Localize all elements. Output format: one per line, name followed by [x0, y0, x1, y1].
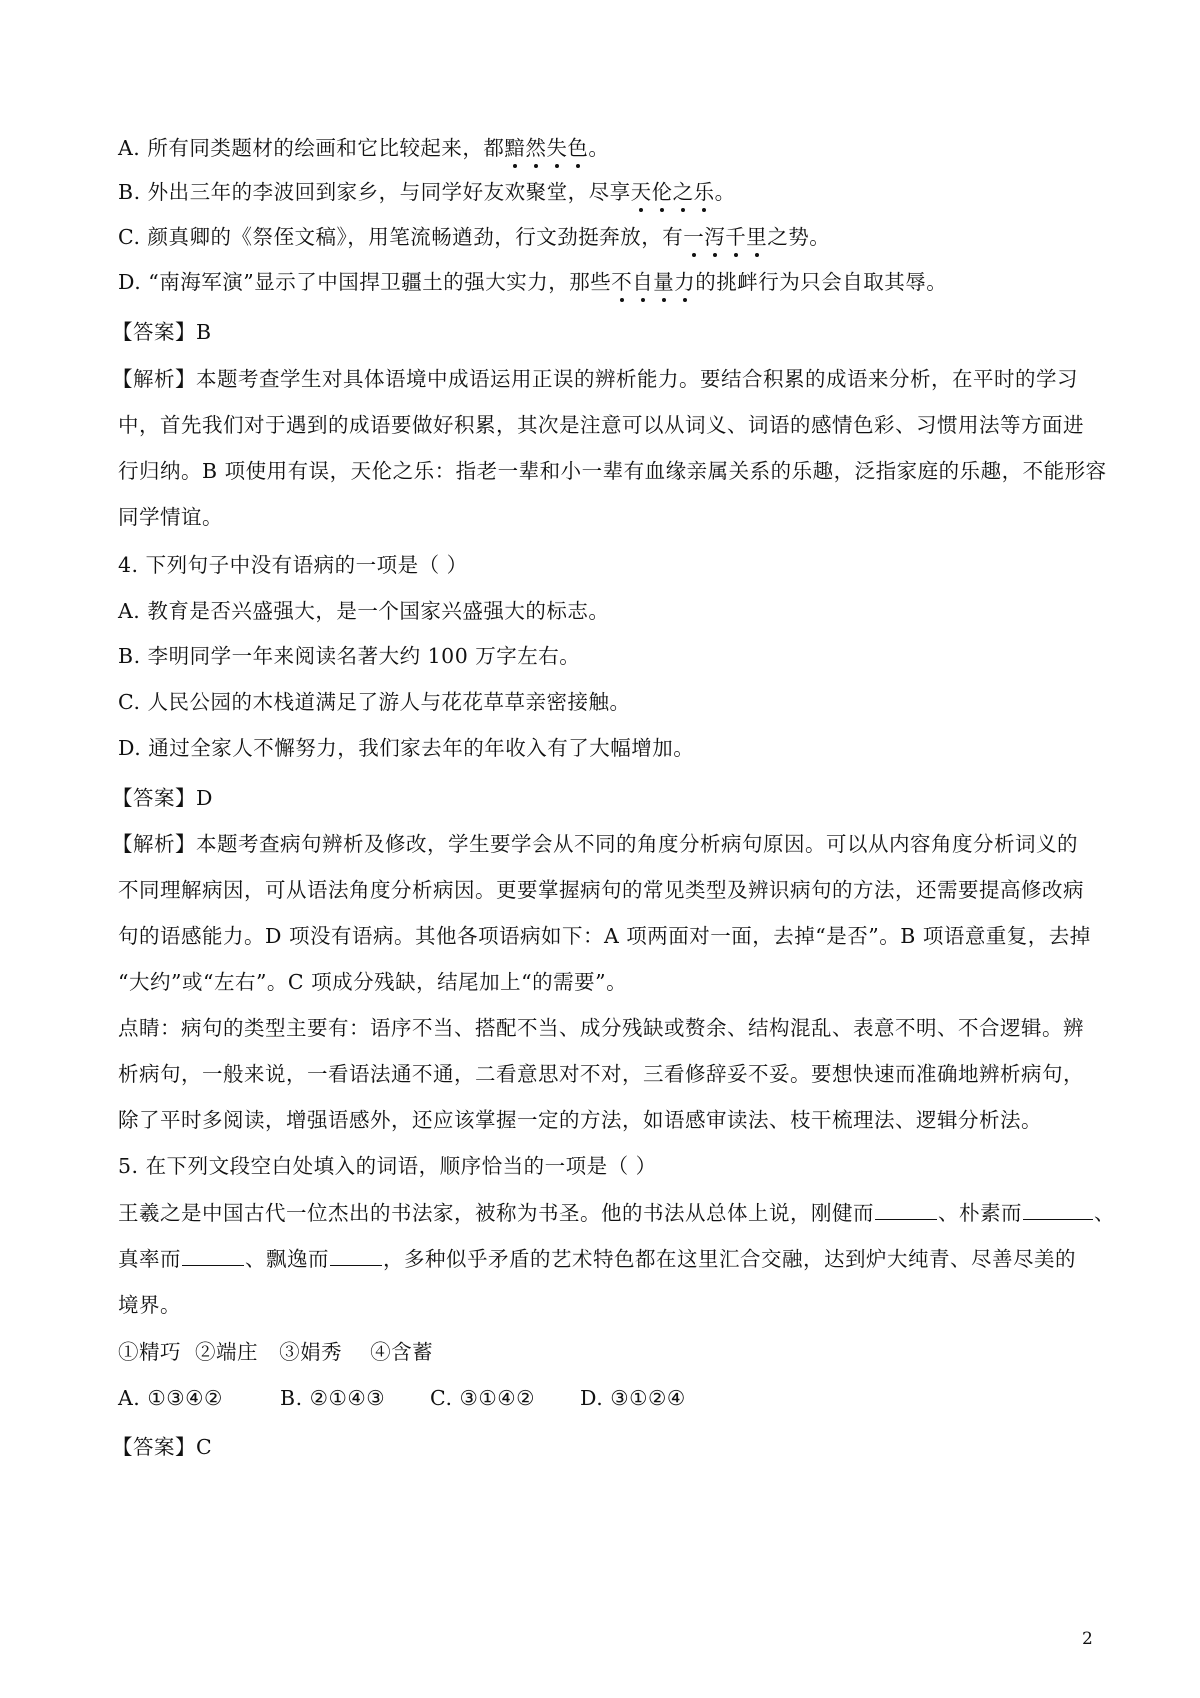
- q3-answer: 【答案】B: [112, 320, 212, 344]
- q4-option: A. 教育是否兴盛强大，是一个国家兴盛强大的标志。: [118, 599, 610, 623]
- q5-passage-text: 真率而: [118, 1247, 181, 1271]
- q3-analysis-line: 同学情谊。: [118, 505, 223, 529]
- q4-analysis-line: 【解析】本题考查病句辨析及修改，学生要学会从不同的角度分析病句原因。可以从内容角度分析词义的: [112, 832, 1078, 856]
- q3-option-b-prefix: B. 外出三年的李波回到家乡，与同学好友欢聚堂，尽享: [118, 180, 631, 204]
- q4-tip-line: 除了平时多阅读，增强语感外，还应该掌握一定的方法，如语感审读法、枝干梳理法、逻辑分析法。: [118, 1108, 1042, 1132]
- q5-stem: 5. 在下列文段空白处填入的词语，顺序恰当的一项是（ ）: [118, 1154, 657, 1178]
- emphasis-char: 一: [683, 222, 704, 252]
- q3-option-a-prefix: A. 所有同类题材的绘画和它比较起来，都: [118, 136, 505, 160]
- q5-choice: D. ③①②④: [580, 1386, 686, 1410]
- q4-analysis-line: 不同理解病因，可从语法角度分析病因。更要掌握病句的常见类型及辨识病句的方法，还需要提高修改病: [118, 878, 1084, 902]
- q5-passage-text: 、: [1094, 1201, 1115, 1225]
- q4-tip-line: 点睛：病句的类型主要有：语序不当、搭配不当、成分残缺或赘余、结构混乱、表意不明、不合逻辑。辨: [118, 1016, 1084, 1040]
- q5-passage-text: 、飘逸而: [245, 1247, 329, 1271]
- fill-blank: [875, 1199, 937, 1220]
- q5-choices: [118, 1383, 1098, 1413]
- emphasis-char: 泻: [704, 222, 725, 252]
- q3-option-c-prefix: C. 颜真卿的《祭侄文稿》，用笔流畅遒劲，行文劲挺奔放，有: [118, 225, 684, 249]
- emphasis-char: 伦: [652, 177, 673, 207]
- emphasis-char: 里: [746, 222, 767, 252]
- q5-answer: 【答案】C: [112, 1435, 213, 1459]
- emphasis-char: 色: [567, 133, 588, 163]
- q4-option: D. 通过全家人不懈努力，我们家去年的年收入有了大幅增加。: [118, 736, 695, 760]
- q4-tip-line: 析病句，一般来说，一看语法通不通，二看意思对不对，三看修辞妥不妥。要想快速而准确地辨析病句，: [118, 1062, 1084, 1086]
- q3-analysis-line: 【解析】本题考查学生对具体语境中成语运用正误的辨析能力。要结合积累的成语来分析，在平时的学习: [112, 367, 1078, 391]
- emphasis-char: 不: [611, 267, 632, 297]
- q3-option-d: [118, 267, 1098, 297]
- fill-blank: [1023, 1199, 1093, 1220]
- emphasis-char: 失: [546, 133, 567, 163]
- q3-option-b: [118, 177, 1098, 207]
- q3-option-a-suffix: 。: [588, 136, 610, 160]
- q3-analysis-line: 中，首先我们对于遇到的成语要做好积累，其次是注意可以从词义、词语的感情色彩、习惯用法等方面进: [118, 413, 1084, 437]
- q3-option-b-suffix: 。: [714, 180, 736, 204]
- q4-option: B. 李明同学一年来阅读名著大约 100 万字左右。: [118, 644, 581, 668]
- emphasis-char: 之: [673, 177, 694, 207]
- q5-words: ①精巧 ②端庄 ③娟秀 ④含蓄: [118, 1340, 434, 1364]
- emphasis-char: 然: [525, 133, 546, 163]
- q5-passage-text: 王羲之是中国古代一位杰出的书法家，被称为书圣。他的书法从总体上说，刚健而: [118, 1201, 874, 1225]
- q5-passage-text: 、朴素而: [938, 1201, 1022, 1225]
- emphasis-char: 自: [632, 267, 653, 297]
- q4-stem: 4. 下列句子中没有语病的一项是（ ）: [118, 553, 468, 577]
- emphasis-char: 天: [631, 177, 652, 207]
- fill-blank: [330, 1245, 382, 1266]
- emphasis-char: 黯: [504, 133, 525, 163]
- q5-passage-text: ，多种似乎矛盾的艺术特色都在这里汇合交融，达到炉大纯青、尽善尽美的: [383, 1247, 1076, 1271]
- q5-choice: A. ①③④②: [118, 1386, 223, 1410]
- q5-choice: C. ③①④②: [430, 1386, 535, 1410]
- q3-option-d-prefix: D. “南海军演”显示了中国捍卫疆土的强大实力，那些: [118, 270, 612, 294]
- emphasis-char: 力: [674, 267, 695, 297]
- emphasis-char: 量: [653, 267, 674, 297]
- q5-passage-line-2: [118, 1244, 1098, 1274]
- q3-option-c: [118, 222, 1098, 252]
- q3-analysis-line: 行归纳。B 项使用有误，天伦之乐：指老一辈和小一辈有血缘亲属关系的乐趣，泛指家庭的乐趣，不能形容: [118, 459, 1107, 483]
- fill-blank: [182, 1245, 244, 1266]
- page-number: 2: [1082, 1629, 1093, 1649]
- emphasis-char: 乐: [694, 177, 715, 207]
- emphasis-char: 千: [725, 222, 746, 252]
- q4-option: C. 人民公园的木栈道满足了游人与花花草草亲密接触。: [118, 690, 631, 714]
- q3-option-a: [118, 133, 1098, 163]
- q3-option-d-suffix: 的挑衅行为只会自取其辱。: [695, 270, 948, 294]
- q4-analysis-line: 句的语感能力。D 项没有语病。其他各项语病如下：A 项两面对一面，去掉“是否”。B 项语意重复，去掉: [118, 924, 1091, 948]
- q3-option-c-suffix: 之势。: [767, 225, 831, 249]
- q4-answer: 【答案】D: [112, 786, 213, 810]
- q5-choice: B. ②①④③: [280, 1386, 386, 1410]
- q4-analysis-line: “大约”或“左右”。C 项成分残缺，结尾加上“的需要”。: [118, 970, 628, 994]
- q5-passage-line-1: [118, 1198, 1115, 1228]
- q5-passage-line-3: 境界。: [118, 1293, 181, 1317]
